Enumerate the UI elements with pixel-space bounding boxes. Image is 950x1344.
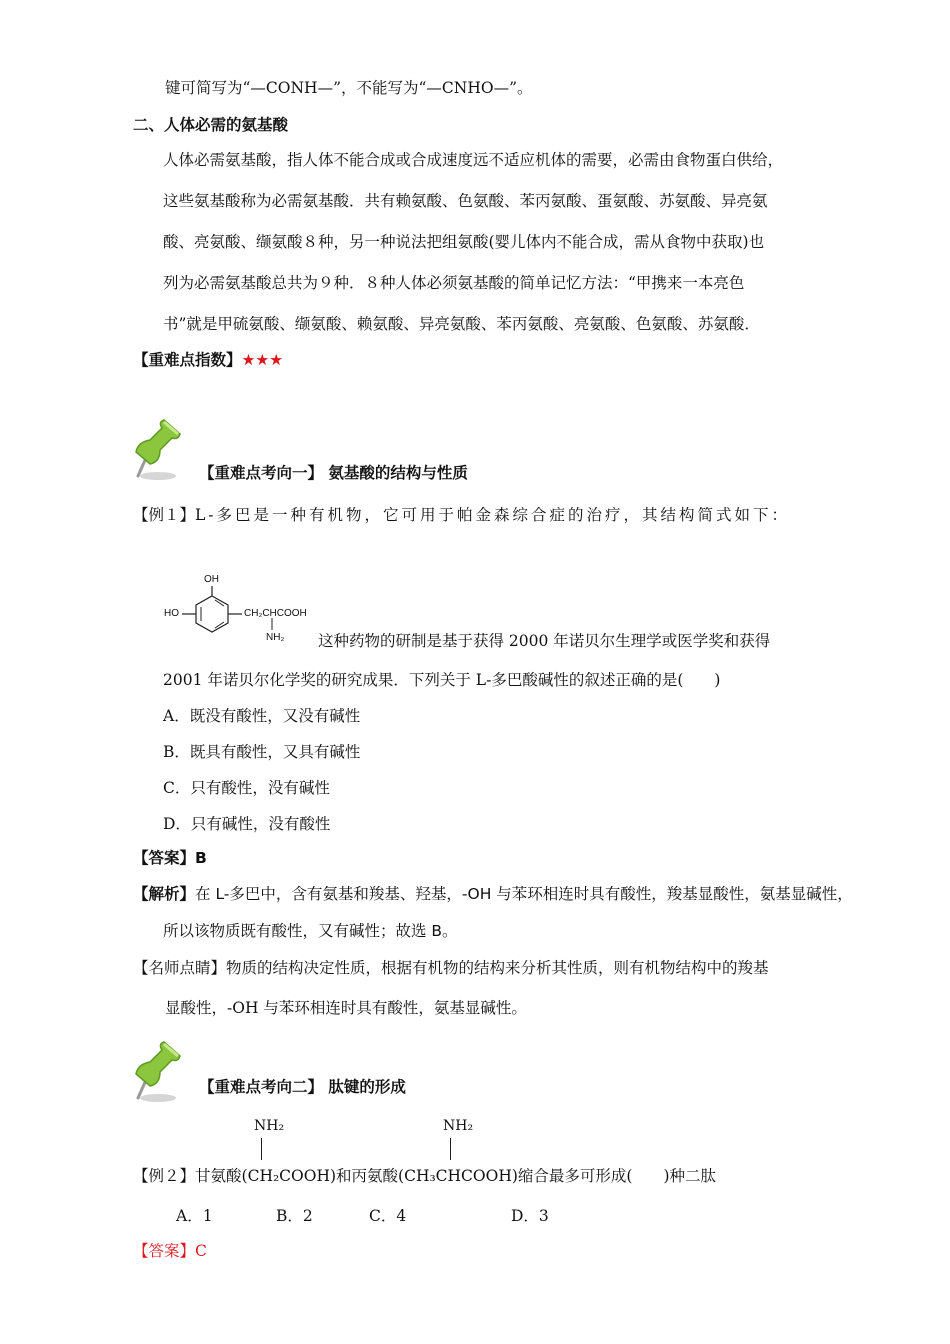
- paragraph-line: 人体必需氨基酸，指人体不能合成或合成速度远不适应机体的需要，必需由食物蛋白供给，: [163, 151, 784, 169]
- option-a: A．1: [176, 1207, 213, 1225]
- answer-value: B: [195, 849, 207, 867]
- paragraph-line: 酸、亮氨酸、缬氨酸８种，另一种说法把组氨酸(婴儿体内不能合成，需从食物中获取)也: [163, 233, 765, 251]
- option-b: B．既具有酸性，又具有碱性: [163, 743, 361, 761]
- option-b: B．2: [276, 1207, 313, 1225]
- ldopa-structure: [160, 572, 320, 650]
- amino-label: NH₂: [266, 632, 285, 643]
- example-label: 【例２】: [133, 1167, 196, 1185]
- answer-1: [133, 848, 207, 868]
- example-label: 【例１】: [133, 506, 196, 524]
- side-chain-label: CH₂CHCOOH: [244, 608, 307, 619]
- analysis-text: 在 L-多巴中，含有氨基和羧基、羟基，-OH 与苯环相连时具有酸性，羧基显酸性，氨基显碱性，: [195, 885, 853, 903]
- example-2: [133, 1166, 716, 1186]
- option-c: C．4: [369, 1207, 407, 1225]
- difficulty-stars: ★★★: [241, 351, 284, 369]
- paragraph-line: 这些氨基酸称为必需氨基酸．共有赖氨酸、色氨酸、苯丙氨酸、蛋氨酸、苏氨酸、异亮氨: [163, 192, 768, 210]
- nh2-glycine: NH₂: [254, 1118, 285, 1134]
- example-text: )和丙氨酸(: [329, 1167, 405, 1185]
- answer-value: C: [195, 1242, 207, 1260]
- text-line: 这种药物的研制是基于获得 2000 年诺贝尔生理学或医学奖和获得: [318, 632, 771, 650]
- paragraph-line: 书”就是甲硫氨酸、缬氨酸、赖氨酸、异亮氨酸、苯丙氨酸、亮氨酸、色氨酸、苏氨酸．: [163, 315, 760, 333]
- analysis-continued: 所以该物质既有酸性，又有碱性；故选 B。: [163, 922, 458, 940]
- answer-label: 【答案】: [133, 1242, 196, 1260]
- difficulty-index: [133, 350, 283, 370]
- teacher-note-continued: 显酸性，-OH 与苯环相连时具有酸性，氨基显碱性。: [165, 999, 527, 1017]
- question-text: 2001 年诺贝尔化学奖的研究成果．下列关于 L-多巴酸碱性的叙述正确的是( ): [163, 671, 721, 689]
- bond-line: [261, 1138, 262, 1160]
- paragraph-line: 列为必需氨基酸总共为９种．８种人体必须氨基酸的简单记忆方法：“甲携来一本亮色: [163, 274, 745, 292]
- glycine-formula: CH₂COOH: [247, 1167, 330, 1185]
- pushpin-icon: [128, 418, 188, 482]
- option-d: D．只有碱性，没有酸性: [163, 815, 331, 833]
- bond-line: [450, 1138, 451, 1160]
- pushpin-icon: [128, 1040, 188, 1104]
- teacher-text: 物质的结构决定性质，根据有机物的结构来分析其性质，则有机物结构中的羧基: [226, 959, 769, 977]
- teacher-note: [133, 958, 769, 978]
- focus-heading-1: 【重难点考向一】 氨基酸的结构与性质: [199, 464, 468, 482]
- example-text: L-多巴是一种有机物，它可用于帕金森综合症的治疗，其结构简式如下：: [195, 506, 791, 524]
- example-1: [133, 505, 790, 525]
- difficulty-label: 【重难点指数】: [133, 351, 242, 369]
- alanine-formula: CH₃CHCOOH: [404, 1167, 512, 1185]
- ho-label: HO: [164, 608, 179, 619]
- analysis-label: 【解析】: [133, 885, 196, 903]
- nh2-alanine: NH₂: [443, 1118, 474, 1134]
- text-line: 键可简写为“—CONH—”，不能写为“—CNHO—”。: [165, 79, 533, 97]
- option-c: C．只有酸性，没有碱性: [163, 779, 330, 797]
- oh-label: OH: [204, 574, 219, 585]
- example-text: )缩合最多可形成( )种二肽: [511, 1167, 716, 1185]
- example-text: 甘氨酸(: [195, 1167, 248, 1185]
- answer-label: 【答案】: [133, 849, 196, 867]
- analysis: [133, 884, 853, 904]
- teacher-label: 【名师点睛】: [133, 959, 227, 977]
- option-d: D．3: [511, 1207, 549, 1225]
- section-heading: 二、人体必需的氨基酸: [133, 116, 289, 134]
- focus-heading-2: 【重难点考向二】 肽键的形成: [199, 1078, 406, 1096]
- option-a: A．既没有酸性，又没有碱性: [163, 707, 361, 725]
- answer-2: [133, 1241, 207, 1261]
